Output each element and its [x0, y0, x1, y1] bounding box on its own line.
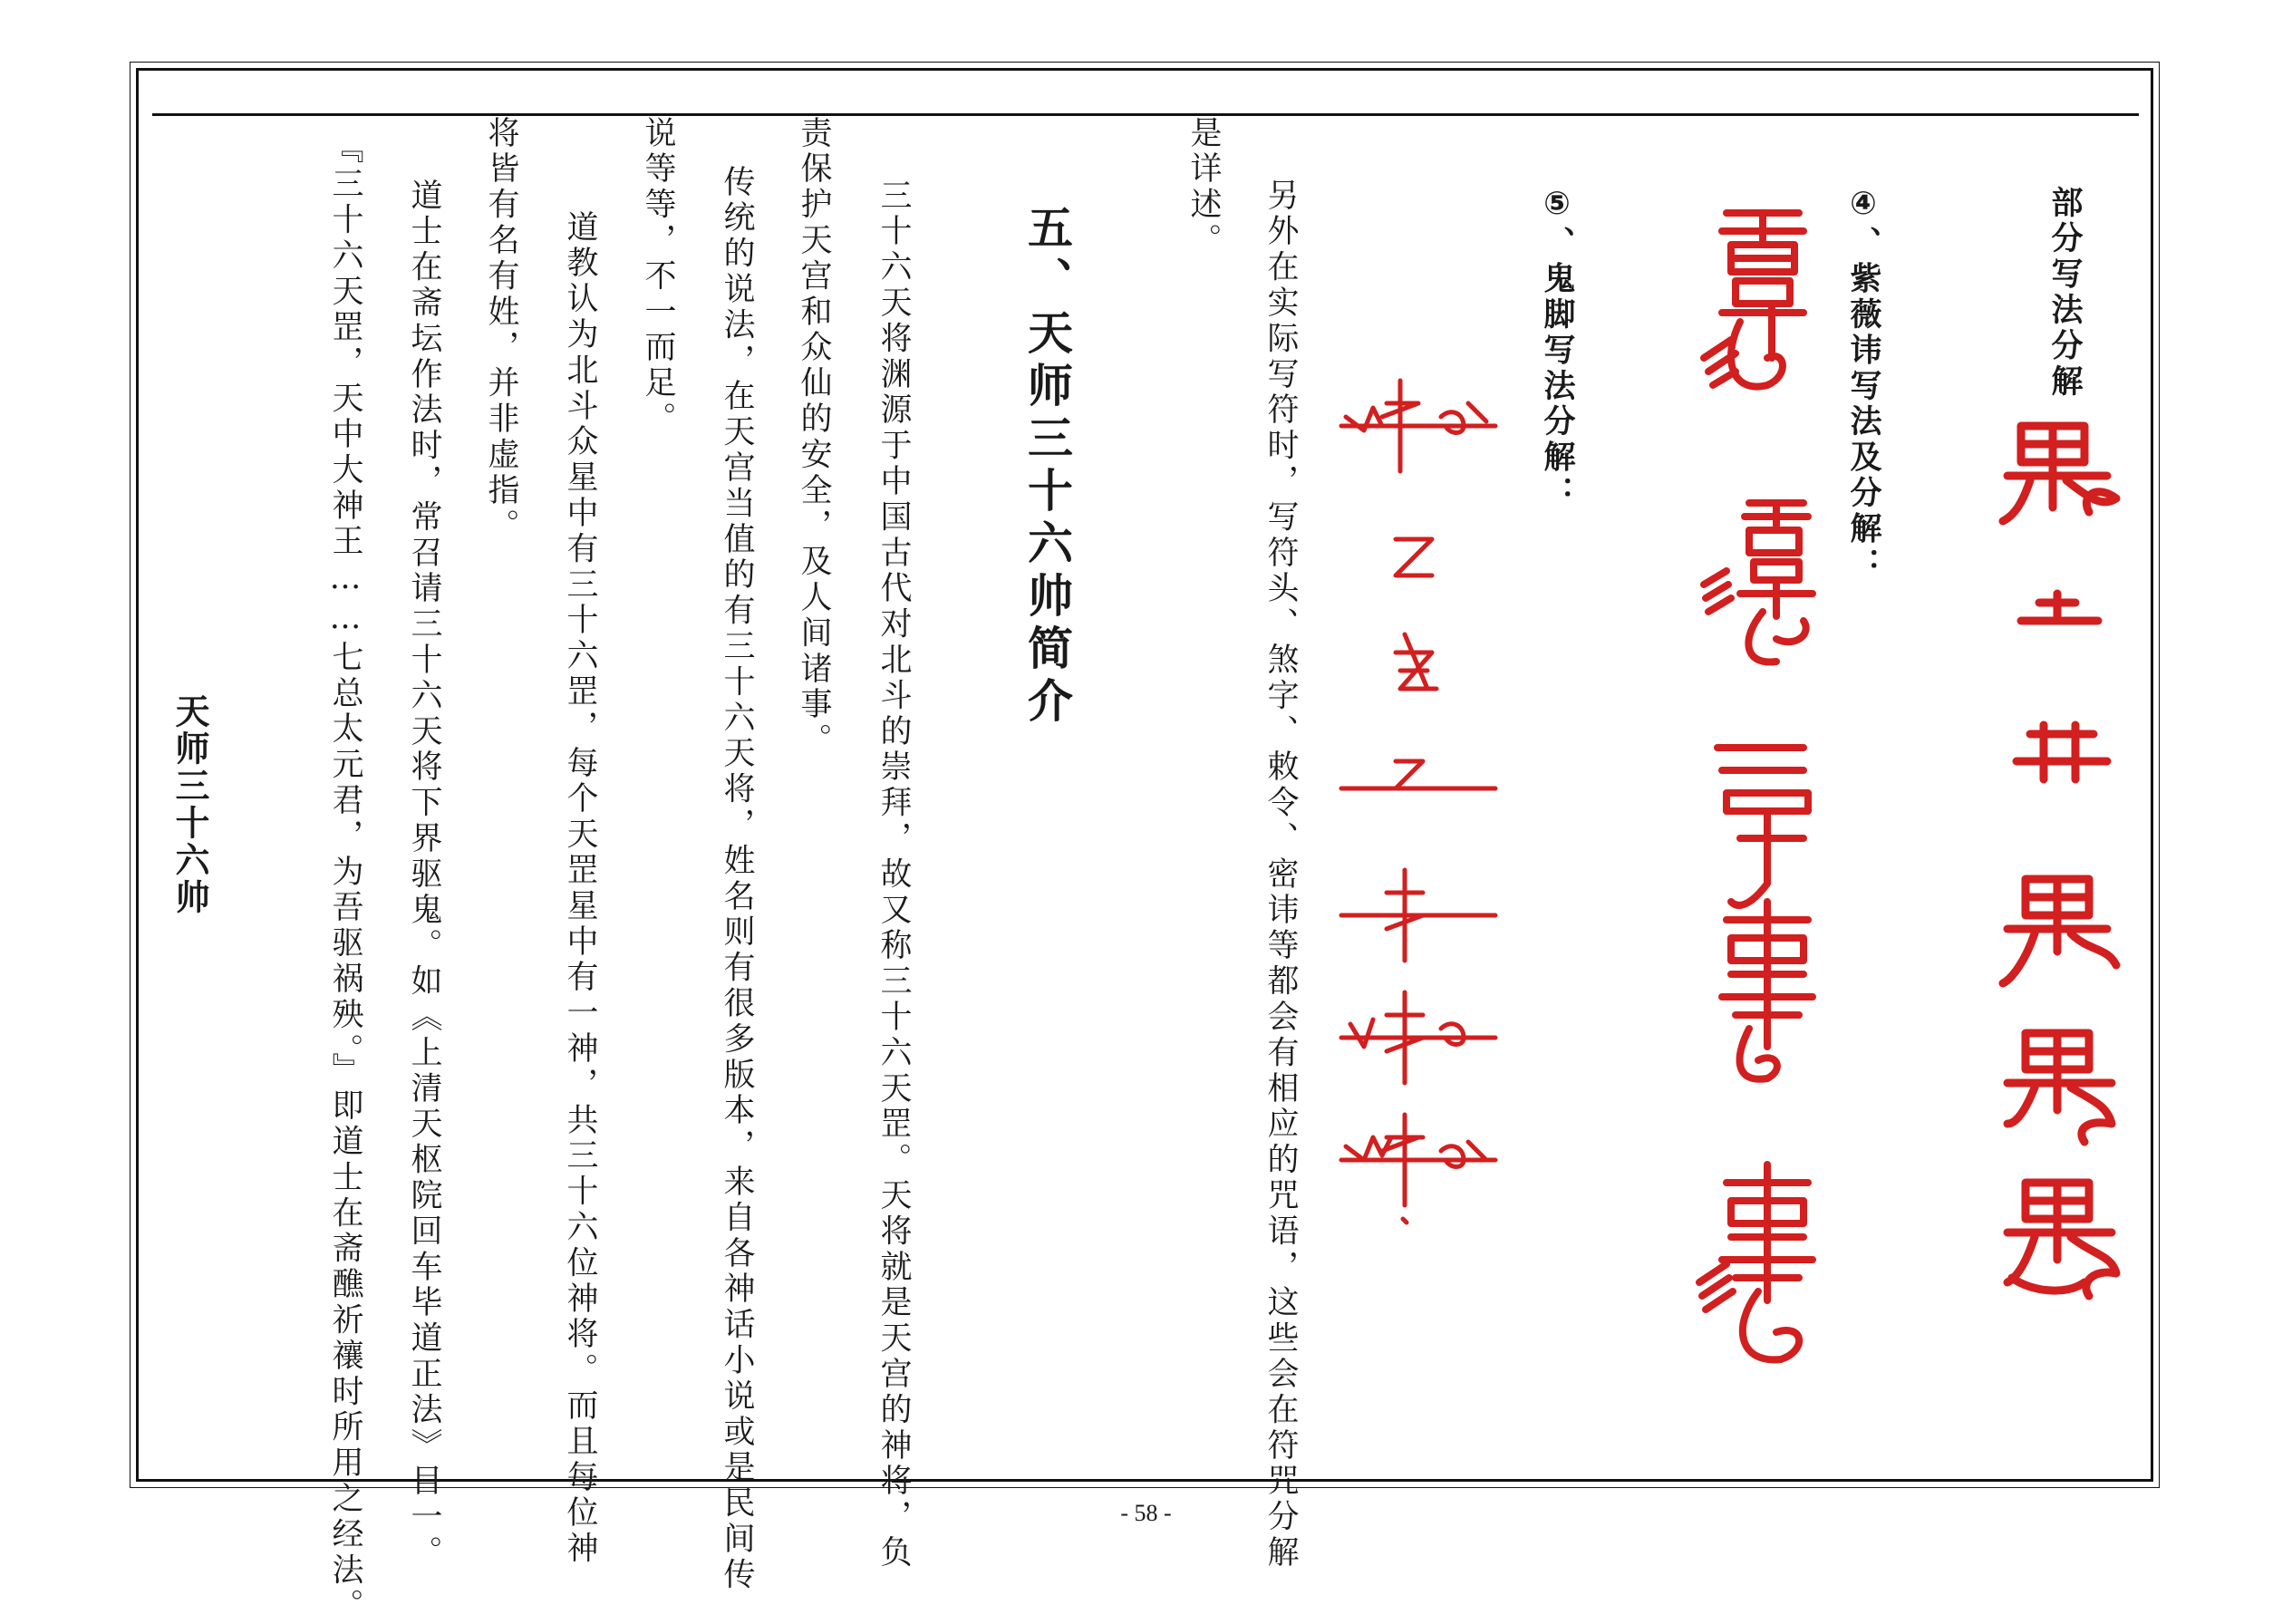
article-line: 说等等，不一而足。 — [640, 116, 676, 438]
talisman-glyph-icon — [1994, 408, 2130, 1378]
article-line: 『三十六天罡，天中大神王……七总太元君，为吾驱祸殃。』即道士在斋醮祈禳时所用之经法。 — [327, 131, 363, 1624]
article-line: 道教认为北斗众星中有三十六罡，每个天罡星中有一神，共三十六位神将。而且每位神 — [562, 210, 598, 1568]
page-number: - 58 - — [1120, 1500, 1172, 1526]
running-section-title: 天师三十六帅 — [169, 693, 209, 916]
section-4-heading: ④、紫薇讳写法及分解： — [1845, 186, 1881, 584]
article-title: 五、天师三十六帅简介 — [1020, 204, 1073, 730]
header-rule — [152, 113, 2139, 116]
article-line: 三十六天将渊源于中国古代对北斗的崇拜，故又称三十六天罡。天将就是天宫的神将，负 — [875, 179, 912, 1571]
talisman-glyph-icon — [1686, 204, 1840, 1391]
body-line: 另外在实际写符时，写符头、煞字、敕令、密讳等都会有相应的咒语，这些会在符咒分解 — [1262, 179, 1299, 1571]
body-line: 是详述。 — [1185, 116, 1222, 259]
section-5-heading: ⑤、鬼脚写法分解： — [1539, 186, 1575, 512]
article-line: 将皆有名有姓，并非虚指。 — [483, 116, 519, 545]
article-line: 传统的说法，在天宫当值的有三十六天将，姓名则有很多版本，来自各神话小说或是民间传 — [719, 165, 755, 1593]
article-line: 道士在斋坛作法时，常召请三十六天将下界驱鬼。如《上清天枢院回车毕道正法》目一。 — [406, 179, 442, 1571]
article-line: 责保护天宫和众仙的安全，及人间诸事。 — [796, 116, 832, 759]
section-3-heading: 部分写法分解 — [2046, 186, 2083, 401]
talisman-glyph-icon — [1332, 362, 1504, 1223]
